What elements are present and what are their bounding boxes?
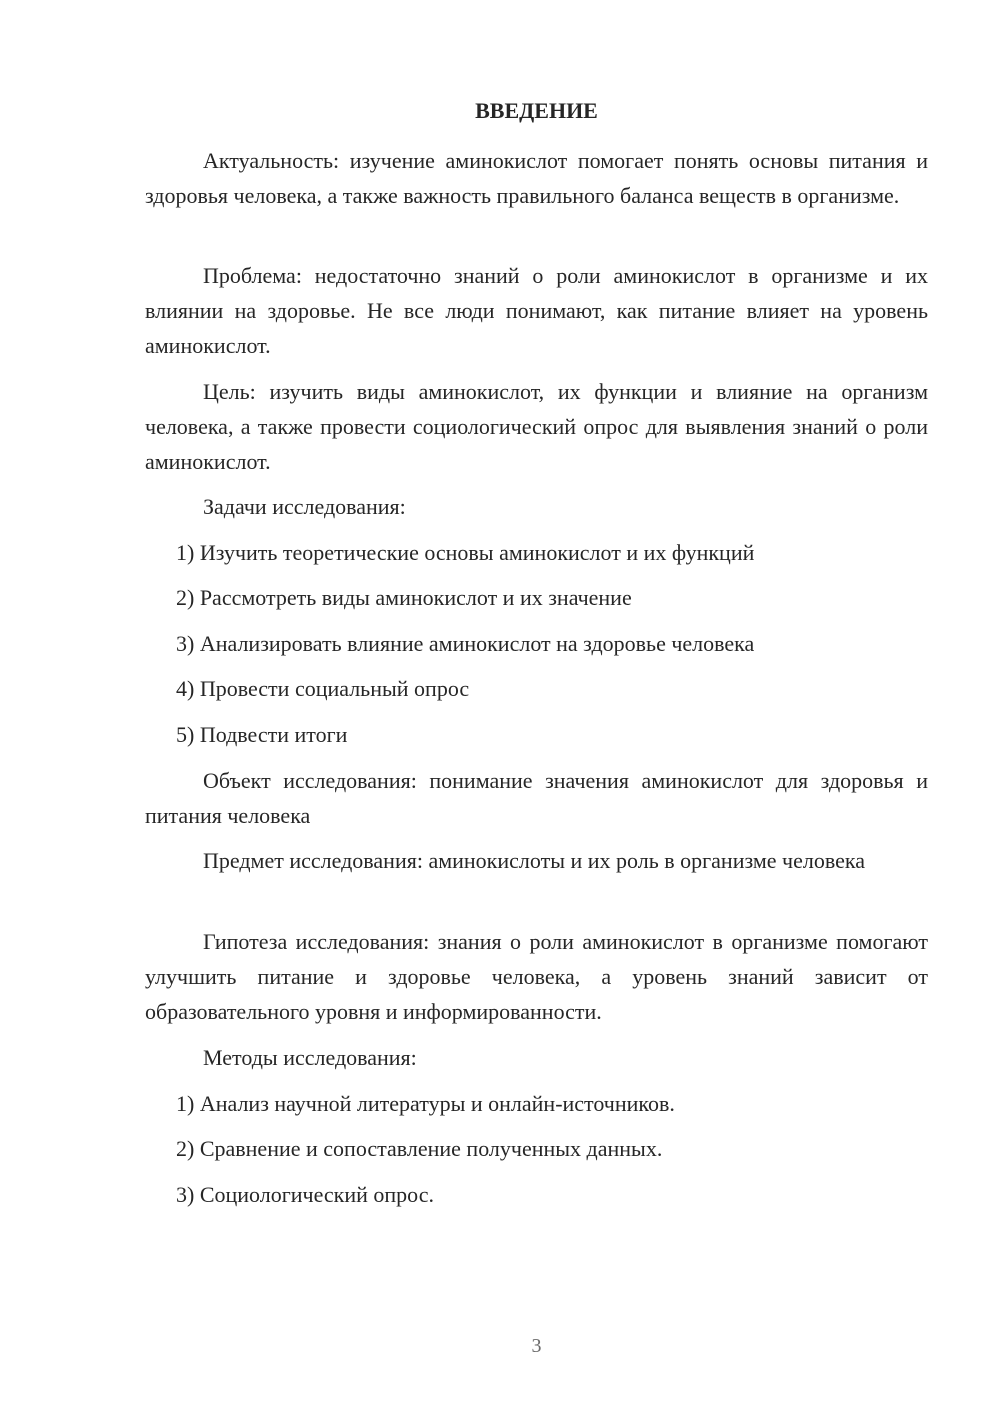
hypothesis-paragraph: Гипотеза исследования: знания о роли аминокислот в организме помогают улучшить питание и здоровье человека, а уровень знаний зависит от образовательного уровня и информированности. [145, 929, 928, 1024]
task-item: 2) Рассмотреть виды аминокислот и их значение [176, 585, 632, 610]
goal-paragraph: Цель: изучить виды аминокислот, их функции и влияние на организм человека, а также провести социологический опрос для выявления знаний о роли аминокислот. [145, 379, 928, 474]
object-paragraph: Объект исследования: понимание значения аминокислот для здоровья и питания человека [145, 768, 928, 828]
page-number: 3 [531, 1335, 542, 1357]
relevance-paragraph: Актуальность: изучение аминокислот помогает понять основы питания и здоровья человека, а также важность правильного баланса веществ в организме. [145, 148, 928, 208]
task-item: 4) Провести социальный опрос [176, 676, 470, 701]
methods-heading: Методы исследования: [203, 1045, 417, 1070]
task-item: 1) Изучить теоретические основы аминокислот и их функций [176, 540, 755, 565]
method-item: 3) Социологический опрос. [176, 1182, 434, 1207]
tasks-heading: Задачи исследования: [203, 494, 406, 519]
method-item: 1) Анализ научной литературы и онлайн-источников. [176, 1091, 675, 1116]
task-item: 5) Подвести итоги [176, 722, 348, 747]
subject-paragraph: Предмет исследования: аминокислоты и их роль в организме человека [203, 848, 865, 873]
problem-paragraph: Проблема: недостаточно знаний о роли аминокислот в организме и их влиянии на здоровье. Не все люди понимают, как питание влияет на уровень аминокислот. [145, 263, 928, 358]
task-item: 3) Анализировать влияние аминокислот на здоровье человека [176, 631, 755, 656]
page-title: ВВЕДЕНИЕ [475, 98, 598, 123]
method-item: 2) Сравнение и сопоставление полученных данных. [176, 1136, 663, 1161]
